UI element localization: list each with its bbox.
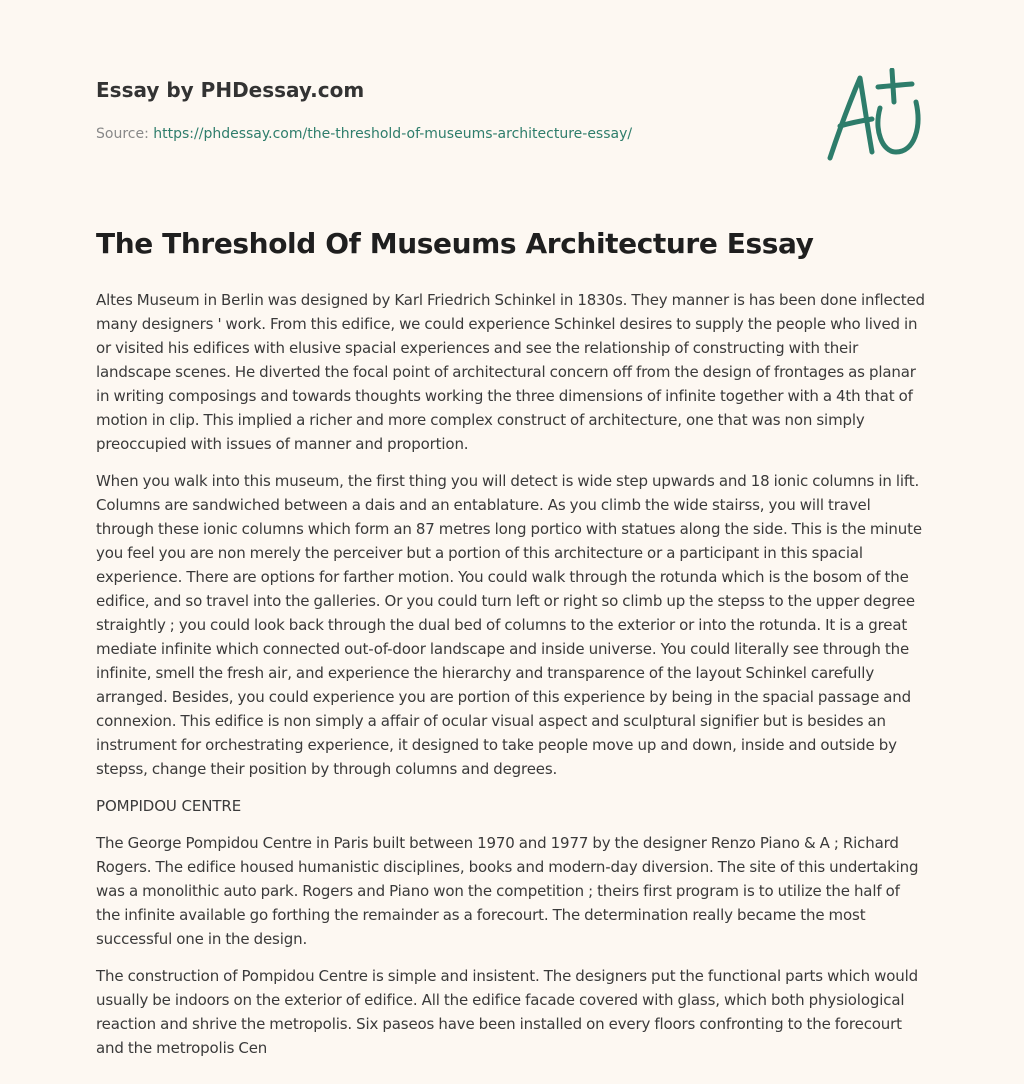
source-label: Source: (96, 126, 154, 142)
section-heading: POMPIDOU CENTRE (96, 797, 242, 815)
site-title: Essay by PHDessay.com (96, 78, 365, 102)
paragraph: The construction of Pompidou Centre is simple and insistent. The designers put the functional parts which would usually be indoors on the exterior of edifice. All the edifice facade covered with glass, which both physiological reaction and shrive the metropolis. Six paseos have been installed on every floors confronting to the forecourt and the metropolis Cen (96, 967, 919, 1057)
article (96, 224, 928, 1073)
source-line (96, 124, 796, 144)
paragraph: Altes Museum in Berlin was designed by Karl Friedrich Schinkel in 1830s. They manner is has been done inflected many designers ' work. From this edifice, we could experience Schinkel desires to supply the people who lived in or visited his edifices with elusive spacial experiences and see the relationship of constructing with their landscape scenes. He diverted the focal point of architectural concern off from the design of frontages as planar in writing composings and towards thoughts working the three dimensions of infinite together with a 4th that of motion in clip. This implied a richer and more complex construct of architecture, one that was non simply preoccupied with issues of manner and proportion. (96, 291, 925, 453)
paragraph: When you walk into this museum, the first thing you will detect is wide step upwards and 18 ionic columns in lift. Columns are sandwiched between a dais and an entablature. As you climb the wide stairss, you will travel through these ionic columns which form an 87 metres long portico with statues along the side. This is the minute you feel you are non merely the perceiver but a portion of this architecture or a participant in this spacial experience. There are options for farther motion. You could walk through the rotunda which is the bosom of the edifice, and so travel into the galleries. Or you could turn left or right so climb up the stepss to the upper degree straightly ; you could look back through the dual bed of columns to the exterior or into the rotunda. It is a great mediate infinite which connected out-of-door landscape and inside universe. You could literally see through the infinite, smell the fresh air, and experience the hierarchy and transparence of the layout Schinkel carefully arranged. Besides, you could experience you are portion of this experience by being in the spacial passage and connexion. This edifice is non simply a affair of ocular visual aspect and sculptural signifier but is besides an instrument for orchestrating experience, it designed to take people move up and down, inside and outside by stepss, change their position by through columns and degrees. (96, 472, 922, 778)
source-link[interactable]: https://phdessay.com/the-threshold-of-museums-architecture-essay/ (153, 126, 633, 142)
page-header (96, 76, 796, 144)
a-plus-logo-icon (822, 68, 926, 164)
paragraph: The George Pompidou Centre in Paris built between 1970 and 1977 by the designer Renzo Piano & A ; Richard Rogers. The edifice housed humanistic disciplines, books and modern-day diversion. The site of this undertaking was a monolithic auto park. Rogers and Piano won the competition ; theirs first program is to utilize the half of the infinite available go forthing the remainder as a forecourt. The determination really became the most successful one in the design. (96, 834, 919, 948)
article-title: The Threshold Of Museums Architecture Essay (96, 227, 814, 260)
